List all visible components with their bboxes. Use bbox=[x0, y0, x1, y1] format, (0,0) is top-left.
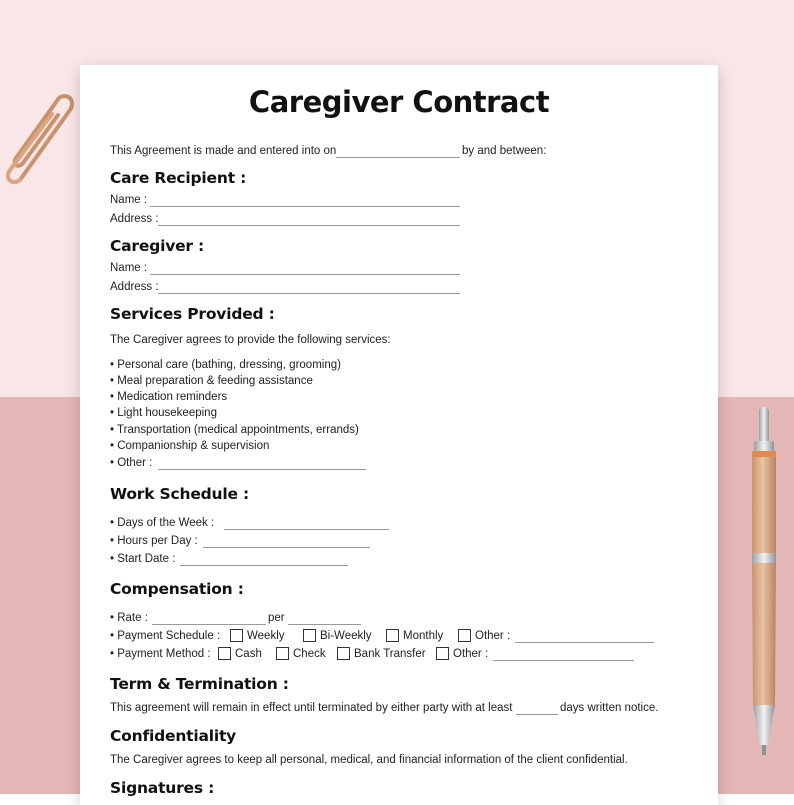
schedule-other-field[interactable] bbox=[515, 642, 654, 643]
cash-checkbox[interactable] bbox=[218, 647, 231, 660]
payment-schedule-label: • Payment Schedule : bbox=[110, 630, 221, 642]
check-label: Check bbox=[293, 648, 326, 660]
heading-services: Services Provided : bbox=[110, 305, 275, 323]
recipient-name-field[interactable] bbox=[150, 206, 460, 207]
agreement-date-field[interactable] bbox=[336, 157, 460, 158]
notice-days-field[interactable] bbox=[516, 714, 558, 715]
heading-work-schedule: Work Schedule : bbox=[110, 485, 249, 503]
recipient-name-label: Name : bbox=[110, 194, 148, 206]
start-date-label: • Start Date : bbox=[110, 553, 176, 565]
schedule-other-checkbox[interactable] bbox=[458, 629, 471, 642]
recipient-address-label: Address : bbox=[110, 213, 159, 225]
days-field[interactable] bbox=[224, 529, 389, 530]
service-item: • Medication reminders bbox=[110, 391, 228, 403]
confidentiality-text: The Caregiver agrees to keep all personal, medical, and financial information of the client confidential. bbox=[110, 754, 628, 766]
method-other-field[interactable] bbox=[493, 660, 634, 661]
rate-field[interactable] bbox=[152, 624, 266, 625]
service-item: • Meal preparation & feeding assistance bbox=[110, 375, 313, 387]
service-item: • Personal care (bathing, dressing, grooming) bbox=[110, 359, 341, 371]
service-item: • Companionship & supervision bbox=[110, 440, 270, 452]
term-text: This agreement will remain in effect until terminated by either party with at least bbox=[110, 702, 513, 714]
start-date-field[interactable] bbox=[180, 565, 348, 566]
heading-caregiver: Caregiver : bbox=[110, 237, 205, 255]
intro-text-end: by and between: bbox=[462, 145, 547, 157]
recipient-address-field[interactable] bbox=[158, 225, 460, 226]
heading-compensation: Compensation : bbox=[110, 580, 244, 598]
rate-label: • Rate : bbox=[110, 612, 148, 624]
term-text-end: days written notice. bbox=[560, 702, 659, 714]
caregiver-address-label: Address : bbox=[110, 281, 159, 293]
method-other-label: Other : bbox=[453, 648, 489, 660]
caregiver-name-field[interactable] bbox=[150, 274, 460, 275]
heading-care-recipient: Care Recipient : bbox=[110, 169, 247, 187]
heading-signatures: Signatures : bbox=[110, 779, 215, 797]
payment-method-label: • Payment Method : bbox=[110, 648, 211, 660]
biweekly-checkbox[interactable] bbox=[303, 629, 316, 642]
weekly-label: Weekly bbox=[247, 630, 285, 642]
biweekly-label: Bi-Weekly bbox=[320, 630, 372, 642]
cash-label: Cash bbox=[235, 648, 262, 660]
service-item: • Transportation (medical appointments, errands) bbox=[110, 424, 359, 436]
schedule-other-label: Other : bbox=[475, 630, 511, 642]
page-title: Caregiver Contract bbox=[248, 85, 550, 119]
contract-page bbox=[80, 65, 718, 805]
bank-transfer-checkbox[interactable] bbox=[337, 647, 350, 660]
services-intro: The Caregiver agrees to provide the following services: bbox=[110, 334, 391, 346]
hours-label: • Hours per Day : bbox=[110, 535, 198, 547]
service-item-other: • Other : bbox=[110, 457, 153, 469]
monthly-label: Monthly bbox=[403, 630, 444, 642]
caregiver-name-label: Name : bbox=[110, 262, 148, 274]
bank-transfer-label: Bank Transfer bbox=[354, 648, 426, 660]
caregiver-address-field[interactable] bbox=[158, 293, 460, 294]
service-other-field[interactable] bbox=[158, 469, 366, 470]
monthly-checkbox[interactable] bbox=[386, 629, 399, 642]
paperclip-icon bbox=[0, 88, 90, 188]
heading-term: Term & Termination : bbox=[110, 675, 289, 693]
days-label: • Days of the Week : bbox=[110, 517, 215, 529]
weekly-checkbox[interactable] bbox=[230, 629, 243, 642]
per-label: per bbox=[268, 612, 285, 624]
method-other-checkbox[interactable] bbox=[436, 647, 449, 660]
service-item: • Light housekeeping bbox=[110, 407, 217, 419]
hours-field[interactable] bbox=[203, 547, 370, 548]
intro-text: This Agreement is made and entered into on bbox=[110, 145, 337, 157]
pen-icon bbox=[738, 405, 794, 765]
heading-confidentiality: Confidentiality bbox=[110, 727, 237, 745]
check-checkbox[interactable] bbox=[276, 647, 289, 660]
rate-period-field[interactable] bbox=[288, 624, 361, 625]
